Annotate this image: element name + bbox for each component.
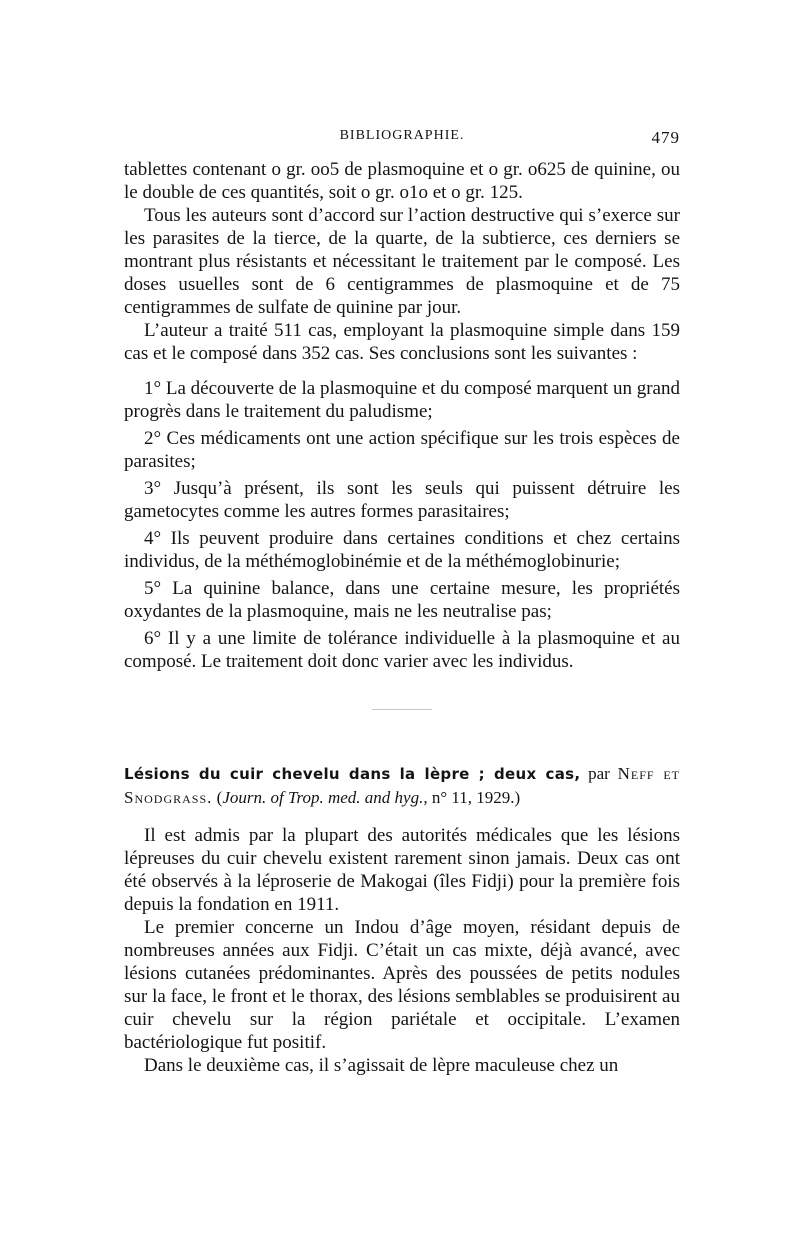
paragraph: tablettes contenant o gr. oo5 de plasmoquine et o gr. o625 de quinine, ou le double de ces quantités, soit o gr. o1o et o gr. 125. <box>124 159 680 203</box>
conclusion-item: 6° Il y a une limite de tolérance individuelle à la plasmoquine et au composé. Le traitement doit donc varier avec les individus. <box>124 628 680 672</box>
leprosy-article-text <box>124 824 680 1077</box>
journal-reference: Journ. of Trop. med. and hyg., <box>222 788 428 807</box>
running-title: BIBLIOGRAPHIE. <box>339 128 465 143</box>
conclusion-item: 3° Jusqu’à présent, ils sont les seuls qui puissent détruire les gametocytes comme les autres formes parasitaires; <box>124 478 680 522</box>
running-header <box>124 128 680 152</box>
article-heading <box>124 762 680 810</box>
conclusion-item: 5° La quinine balance, dans une certaine mesure, les propriétés oxydantes de la plasmoquine, mais ne les neutralise pas; <box>124 578 680 622</box>
article-title: Lésions du cuir chevelu dans la lèpre ; deux cas, <box>124 765 581 783</box>
conclusion-item: 4° Ils peuvent produire dans certaines conditions et chez certains individus, de la méthémoglobinémie et de la méthémoglobinurie; <box>124 528 680 572</box>
conclusion-item: 2° Ces médicaments ont une action spécifique sur les trois espèces de parasites; <box>124 428 680 472</box>
conclusions-list <box>124 377 680 673</box>
page-number: 479 <box>651 128 680 147</box>
conclusion-item: 1° La découverte de la plasmoquine et du composé marquent un grand progrès dans le traitement du paludisme; <box>124 378 680 422</box>
paragraph: L’auteur a traité 511 cas, employant la plasmoquine simple dans 159 cas et le composé dans 352 cas. Ses conclusions sont les suivantes : <box>124 320 680 364</box>
reference-open: ( <box>216 788 223 807</box>
article-by: par <box>588 764 610 783</box>
malaria-review-text <box>124 158 680 365</box>
paragraph: Il est admis par la plupart des autorités médicales que les lésions lépreuses du cuir chevelu existent rarement sinon jamais. Deux cas ont été observés à la léproserie de Makogai (îles Fidji) pour la première fois depuis la fondation en 1911. <box>124 825 680 915</box>
article-authors: Neff et Snodgrass. <box>124 764 680 807</box>
paragraph: Tous les auteurs sont d’accord sur l’action destructive qui s’exerce sur les parasites de la tierce, de la quarte, de la subtierce, ces derniers se montrant plus résistants et nécessitant le traitement par le composé. Les doses usuelles sont de 6 centigrammes de plasmoquine et de 75 centigrammes de sulfate de quinine par jour. <box>124 205 680 318</box>
paragraph: Le premier concerne un Indou d’âge moyen, résidant depuis de nombreuses années aux Fidji. C’était un cas mixte, déjà avancé, avec lésions cutanées prédominantes. Après des poussées de petits nodules sur la face, le front et le thorax, des lésions semblables se produisirent au cuir chevelu sur la région pariétale et occipitale. L’examen bactériologique fut positif. <box>124 917 680 1053</box>
paragraph: Dans le deuxième cas, il s’agissait de lèpre maculeuse chez un <box>144 1055 619 1076</box>
book-page <box>124 128 680 1077</box>
journal-issue: n° 11, 1929.) <box>431 788 521 807</box>
section-divider <box>372 709 432 710</box>
